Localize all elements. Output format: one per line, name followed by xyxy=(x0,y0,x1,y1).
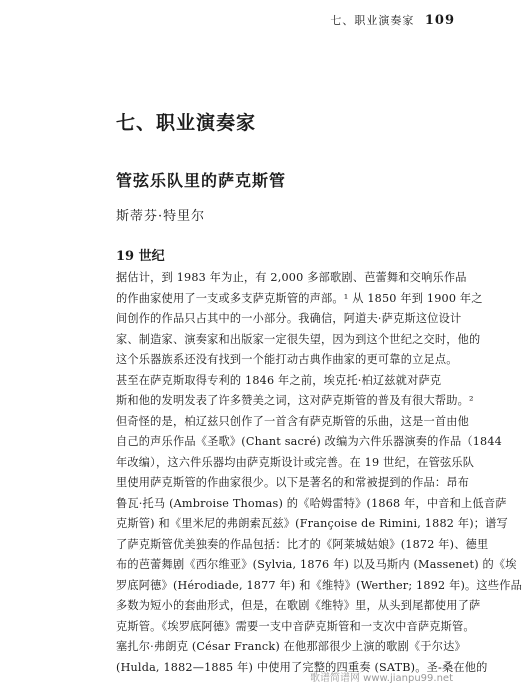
body-line: 克斯管。《埃罗底阿德》需要一支中音萨克斯管和一支次中音萨克斯管。 xyxy=(116,619,475,633)
page-number: 109 xyxy=(424,13,455,28)
body-line: 克斯管) 和《里米尼的弗朗索瓦兹》(Françoise de Rimini, 1882 年)；谱写 xyxy=(116,517,508,530)
body-line: 多数为短小的套曲形式，但是，在歌剧《维特》里，从头到尾都使用了萨 xyxy=(116,599,481,612)
running-head xyxy=(330,12,455,28)
body-line: (Hulda, 1882—1885 年) 中使用了完整的四重奏 (SATB)。圣-桑在他的 xyxy=(116,660,488,674)
body-line: 据估计，到 1983 年为止，有 2,000 多部歌剧、芭蕾舞和交响乐作品 xyxy=(116,271,467,284)
body-line: 的作曲家使用了一支或多支萨克斯管的声部。¹ 从 1850 年到 1900 年之 xyxy=(116,291,483,305)
body-line: 了萨克斯管优美独奏的作品包括：比才的《阿莱城姑娘》(1872 年)、德里 xyxy=(116,537,489,551)
body-line: 布的芭蕾舞剧《西尔维亚》(Sylvia, 1876 年) 以及马斯内 (Massenet) 的《埃 xyxy=(116,558,517,571)
body-line: 里使用萨克斯管的作曲家很少。以下是著名的和常被提到的作品：昂布 xyxy=(116,476,470,489)
body-line: 家、制造家、演奏家和出版家一定很失望，因为到这个世纪之交时，他的 xyxy=(116,332,481,346)
body-line: 甚至在萨克斯取得专利的 1846 年之前，埃克托·柏辽兹就对萨克 xyxy=(116,373,442,387)
body-line: 年改编），这六件乐器均由萨克斯设计或完善。在 19 世纪，在管弦乐队 xyxy=(116,455,475,469)
body-line: 这个乐器族系还没有找到一个能打动古典作曲家的更可靠的立足点。 xyxy=(116,353,458,366)
section-heading: 19 世纪 xyxy=(116,249,165,264)
site-watermark: 歌谱简谱网 www.jianpu99.net xyxy=(310,673,453,684)
body-line: 自己的声乐作品《圣歌》(Chant sacré) 改编为六件乐器演奏的作品（1844 xyxy=(116,435,502,448)
body-line: 塞扎尔·弗朗克 (César Franck) 在他那部很少上演的歌剧《于尔达》 xyxy=(116,640,466,653)
chapter-title: 七、职业演奏家 xyxy=(116,112,257,134)
body-text xyxy=(116,268,522,678)
body-line: 斯和他的发明发表了许多赞美之词，这对萨克斯管的普及有很大帮助。² xyxy=(116,394,474,407)
author-name: 斯蒂芬·特里尔 xyxy=(116,209,206,224)
body-line: 但奇怪的是，柏辽兹只创作了一首含有萨克斯管的乐曲，这是一首由他 xyxy=(116,414,470,428)
body-line: 间创作的作品只占其中的一小部分。我确信，阿道夫·萨克斯这位设计 xyxy=(116,312,462,325)
body-line: 罗底阿德》(Hérodiade, 1877 年) 和《维特》(Werther; 1892 年)。这些作品 xyxy=(116,578,522,592)
body-line: 鲁瓦·托马 (Ambroise Thomas) 的《哈姆雷特》(1868 年，中音和上低音萨 xyxy=(116,496,507,510)
running-title: 七、职业演奏家 xyxy=(330,14,415,27)
article-title: 管弦乐队里的萨克斯管 xyxy=(116,171,287,190)
